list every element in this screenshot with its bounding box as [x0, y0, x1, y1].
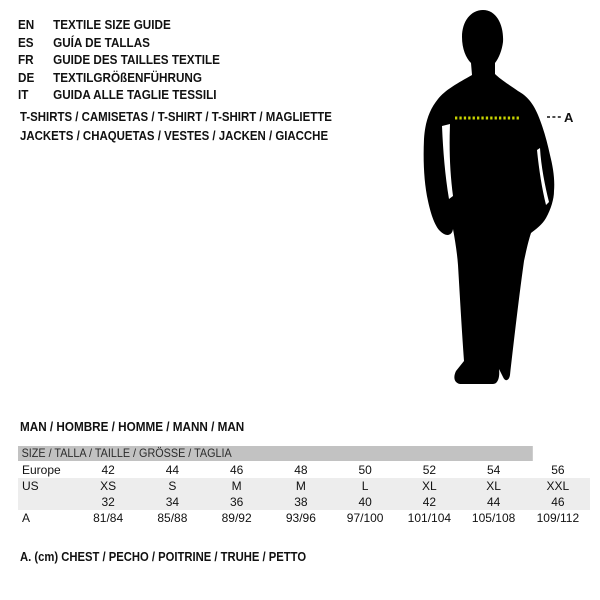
size-table-cell: M	[231, 479, 242, 493]
language-guide-title: GUIDE DES TAILLES TEXTILE	[53, 52, 220, 68]
size-table-row-label: A	[22, 511, 31, 525]
size-table-cell: 44	[165, 463, 180, 477]
language-code: IT	[18, 87, 29, 103]
size-table-row-label: US	[22, 479, 39, 493]
size-table-cell: S	[168, 479, 177, 493]
size-table-cell: 52	[422, 463, 437, 477]
language-guide-row	[18, 86, 220, 104]
language-code: ES	[18, 34, 34, 50]
size-table-cell: 40	[358, 495, 372, 509]
language-guide-title: GUÍA DE TALLAS	[53, 34, 150, 50]
size-table-cell: 36	[229, 495, 244, 509]
language-guide-row	[18, 51, 220, 69]
size-table-row-label: Europe	[22, 463, 61, 477]
size-table-cell: M	[295, 479, 306, 493]
size-table-cell: 42	[422, 495, 437, 509]
size-table-cell: 32	[101, 495, 115, 509]
garment-category-line: T-SHIRTS / CAMISETAS / T-SHIRT / T-SHIRT / MAGLIETTE	[20, 109, 332, 124]
size-table-cell: 56	[551, 463, 565, 477]
size-table-cell: 105/108	[471, 511, 516, 525]
size-table-cell: 46	[229, 463, 244, 477]
language-code: FR	[18, 52, 34, 68]
size-table-header: SIZE / TALLA / TAILLE / GRÖSSE / TAGLIA	[18, 446, 533, 461]
language-guide-row	[18, 69, 220, 87]
garment-category-list	[20, 108, 374, 145]
garment-category-line: JACKETS / CHAQUETAS / VESTES / JACKEN / GIACCHE	[20, 127, 329, 143]
language-code: EN	[18, 17, 35, 33]
language-guide-title: TEXTILE SIZE GUIDE	[53, 17, 171, 33]
size-table-cell: L	[361, 479, 369, 493]
language-code: DE	[18, 69, 35, 85]
size-table-row	[18, 494, 590, 510]
man-silhouette	[424, 10, 555, 384]
language-guide-list	[18, 16, 242, 104]
size-table-cell: XS	[100, 479, 117, 493]
section-title-man: MAN / HOMBRE / HOMME / MANN / MAN	[20, 419, 245, 434]
language-guide-title: TEXTILGRÖßENFÜHRUNG	[53, 69, 202, 85]
size-table-cell: 42	[101, 463, 115, 477]
size-table-cell: 101/104	[407, 511, 452, 525]
size-table-cell: 89/92	[221, 511, 252, 525]
size-table-cell: 97/100	[346, 511, 384, 525]
size-table-body	[18, 462, 590, 526]
measure-label: A	[564, 110, 574, 125]
size-table-row-label	[18, 494, 76, 510]
language-guide-row	[18, 16, 220, 34]
size-table-cell: 109/112	[536, 511, 580, 525]
man-silhouette-figure	[400, 0, 600, 392]
size-table-row	[18, 462, 590, 478]
size-table	[18, 446, 590, 526]
size-table-cell: 46	[551, 495, 565, 509]
size-table-cell: 54	[486, 463, 501, 477]
size-table-row	[18, 510, 590, 526]
size-table-cell: 44	[486, 495, 501, 509]
language-guide-row	[18, 34, 220, 52]
size-table-cell: 48	[294, 463, 308, 477]
size-table-cell: 50	[358, 463, 372, 477]
size-table-cell: 38	[294, 495, 308, 509]
size-table-cell: 85/88	[157, 511, 188, 525]
size-table-cell: XL	[486, 479, 501, 493]
size-table-cell: 93/96	[285, 511, 316, 525]
size-table-cell: 81/84	[93, 511, 124, 525]
size-table-cell: XL	[422, 479, 437, 493]
language-guide-title: GUIDA ALLE TAGLIE TESSILI	[53, 87, 217, 103]
size-table-cell: XXL	[546, 479, 570, 493]
size-table-cell: 34	[165, 495, 180, 509]
measurement-footnote: A. (cm) CHEST / PECHO / POITRINE / TRUHE / PETTO	[20, 550, 307, 564]
size-table-row	[18, 478, 590, 494]
